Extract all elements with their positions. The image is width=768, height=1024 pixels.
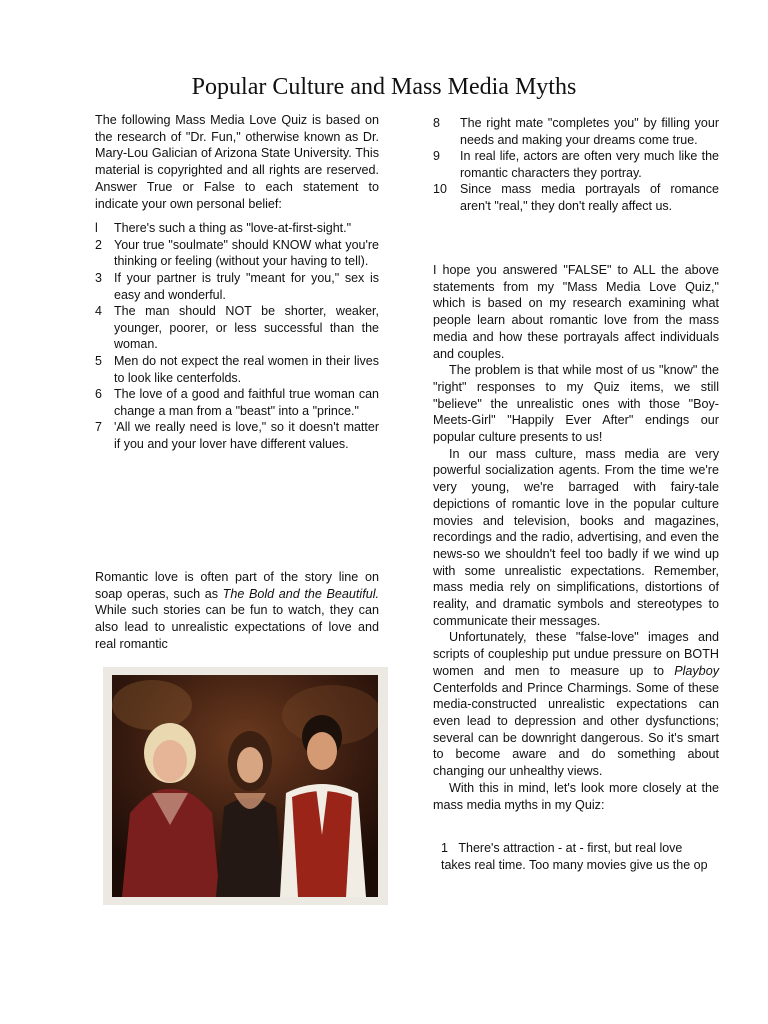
quiz-item-text: Men do not expect the real women in their lives to look like centerfolds. [114,353,379,385]
myth-line-2: takes real time. Too many movies give us the op [441,857,708,872]
quiz-item-text: In real life, actors are often very much like the romantic characters they portray. [460,149,719,180]
quiz-item-text: 'All we really need is love," so it doesn't matter if you and your lover have different values. [114,420,379,451]
quiz-item [433,181,719,214]
quiz-item-number: 6 [95,387,102,402]
myth-item-1 [441,840,731,873]
quiz-item-text: There's such a thing as "love-at-first-sight." [114,221,352,236]
quiz-item-number: 4 [95,304,102,319]
myths-intro-paragraph: With this in mind, let's look more closely at the mass media myths in my Quiz: [433,780,719,812]
quiz-item-number: 9 [433,149,440,164]
show-title: The Bold and the Beautiful. [222,586,379,601]
quiz-item-number: 8 [433,116,440,130]
false-love-text-b: Centerfolds and Prince Charmings. Some of these media-constructed unrealistic expectations can even lead to depression and other dysfunctions; several can be downright dangerous. So it's smart to become aware and do something about changing our unhealthy views. [433,680,719,779]
cast-photo-image [112,675,378,897]
quiz-item-text: The man should NOT be shorter, weaker, younger, poorer, or less successful than the woman. [114,304,379,352]
quiz-item [95,419,379,452]
quiz-item [95,270,379,303]
false-love-text-a: Unfortunately, these "false-love" images and scripts of coupleship put undue pressure on BOTH women and men to measure up to [433,630,719,678]
quiz-item-text: The love of a good and faithful true woman can change a man from a "beast" into a "prince." [114,387,379,418]
quiz-item [95,220,379,237]
quiz-item [95,353,379,386]
false-love-paragraph [433,629,719,779]
quiz-item [95,237,379,270]
right-column-body [433,262,719,813]
playboy-title: Playboy [674,663,719,678]
quiz-item-text: The right mate "completes you" by filling your needs and making your dreams come true. [460,116,719,147]
quiz-item [95,303,379,353]
problem-paragraph: The problem is that while most of us "know" the "right" responses to my Quiz items, we still "believe" the unrealistic ones with those "Boy-Meets-Girl" "Happily Ever After" endings our popular culture presents to us! [433,363,719,445]
quiz-item-text: Since mass media portrayals of romance aren't "real," they don't really affect us. [460,182,719,213]
romance-paragraph [95,569,379,653]
quiz-list-left [95,220,379,452]
myth-line-1: There's attraction - at - first, but real love [458,841,683,855]
mass-culture-paragraph: In our mass culture, mass media are very powerful socialization agents. From the time we're very young, we're barraged with fairy-tale depictions of romantic love in the popular culture movies and television, books and magazines, recordings and the radio, advertising, and even the news-so we shouldn't feel too badly if we wind up with some unrealistic expectations. Remember, mass media rely on simplifications, distortions of reality, and dramatic symbols and stereotypes to communicate their messages. [433,446,719,628]
quiz-item [433,148,719,181]
quiz-item-number: 3 [95,271,102,285]
romance-text-b: While such stories can be fun to watch, they can also lead to unrealistic expectations of love and real romantic [95,603,379,651]
left-column [95,112,379,453]
quiz-item-text: If your partner is truly "meant for you," sex is easy and wonderful. [114,271,379,302]
intro-paragraph: The following Mass Media Love Quiz is based on the research of "Dr. Fun," otherwise known as Dr. Mary-Lou Galician of Arizona State University. This material is copyrighted and all rights are reserved. Answer True or False to each statement to indicate your own personal belief: [95,113,379,211]
quiz-item-number: 10 [433,182,447,197]
quiz-item [433,115,719,148]
quiz-list-right [433,115,719,215]
page-title: Popular Culture and Mass Media Myths [191,74,577,100]
myth-number: 1 [441,841,448,855]
quiz-item-number: 2 [95,237,102,252]
quiz-item-number: 5 [95,353,102,368]
answer-paragraph: I hope you answered "FALSE" to ALL the above statements from my "Mass Media Love Quiz," which is based on my research examining what people learn about romantic love from the mass media and how these portrayals affect individuals and couples. [433,263,719,361]
quiz-item [95,386,379,419]
right-column-quiz [433,115,719,215]
romance-text-a: Romantic love is often part of the story line on soap operas, such as [95,570,379,601]
cast-photo [103,667,388,905]
quiz-item-text: Your true "soulmate" should KNOW what you're thinking or feeling (without your having to tell). [114,237,379,269]
quiz-item-number: 7 [95,420,102,435]
quiz-item-number: l [95,221,98,236]
